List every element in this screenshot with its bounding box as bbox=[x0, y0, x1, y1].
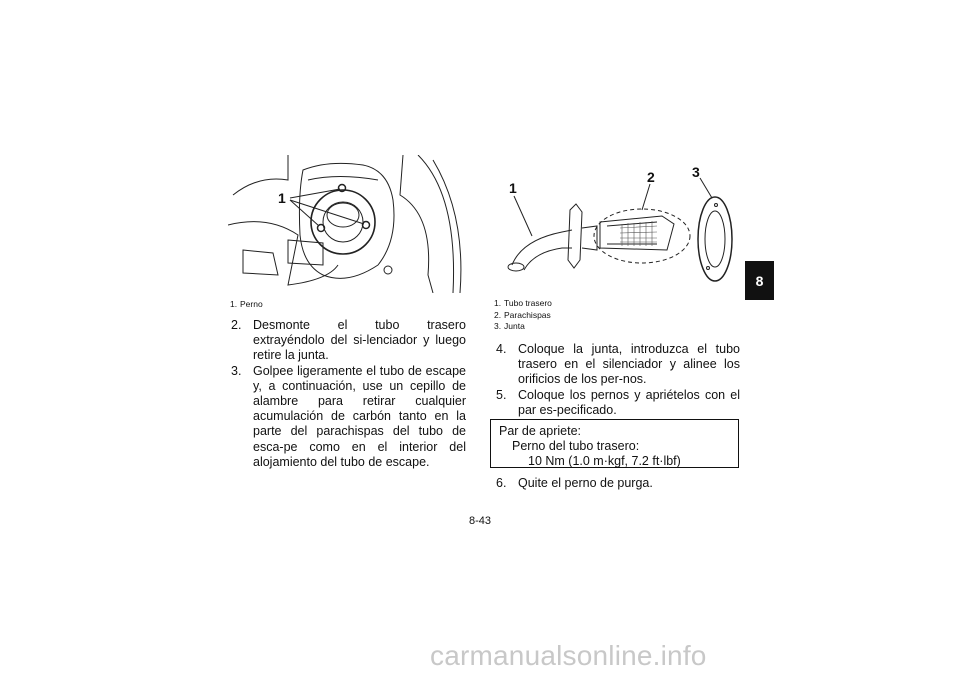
page-number: 8-43 bbox=[468, 515, 492, 527]
caption-text: Junta bbox=[504, 321, 525, 331]
step-text: Desmonte el tubo trasero extrayéndolo del si-lenciador y luego retire la junta. bbox=[253, 318, 466, 363]
caption-item bbox=[494, 298, 552, 310]
callout-3: 3 bbox=[692, 164, 700, 180]
chapter-tab: 8 bbox=[745, 261, 774, 300]
caption-number: 1. bbox=[494, 298, 502, 308]
caption-number: 2. bbox=[494, 309, 502, 320]
step-text: Coloque la junta, introduzca el tubo trasero en el silenciador y alinee los orificios de los per-nos. bbox=[518, 342, 740, 387]
step-number: 6. bbox=[496, 476, 507, 490]
step-number: 5. bbox=[496, 387, 507, 402]
caption-item bbox=[494, 321, 552, 333]
exhaust-muffler-illustration bbox=[228, 155, 466, 293]
figure-left-caption bbox=[230, 299, 263, 311]
step-number: 4. bbox=[496, 342, 507, 356]
caption-text: Perno bbox=[240, 299, 263, 309]
caption-item bbox=[230, 299, 263, 311]
steps-left bbox=[231, 318, 466, 470]
caption-item bbox=[494, 310, 552, 322]
step-text: Coloque los pernos y apriételos con el par es-pecificado. bbox=[518, 387, 740, 417]
step-text: Quite el perno de purga. bbox=[518, 476, 653, 490]
caption-number: 1. bbox=[230, 299, 238, 309]
callout-1: 1 bbox=[509, 180, 517, 196]
torque-spec-box bbox=[490, 419, 739, 468]
steps-right bbox=[496, 342, 740, 418]
caption-text: Tubo trasero bbox=[504, 298, 552, 308]
caption-number: 3. bbox=[494, 321, 502, 331]
step-item bbox=[496, 388, 740, 418]
step-number: 3. bbox=[231, 363, 242, 378]
step-item bbox=[496, 342, 740, 388]
spec-item: Perno del tubo trasero: bbox=[512, 439, 640, 453]
steps-right-after bbox=[496, 476, 740, 491]
step-item bbox=[231, 364, 466, 470]
caption-text: Parachispas bbox=[504, 309, 551, 320]
figure-right-caption bbox=[494, 298, 552, 333]
spec-value: 10 Nm (1.0 m·kgf, 7.2 ft·lbf) bbox=[528, 454, 681, 468]
step-text: Golpee ligeramente el tubo de escape y, a continuación, use un cepillo de alambre para retirar cualquier acumulación de carbón tanto en la parte del parachispas del tubo de esca-pe como en el interior del alojamiento del tubo de escape. bbox=[253, 363, 466, 469]
figure-spark-arrester bbox=[492, 160, 740, 295]
callout-1: 1 bbox=[278, 190, 286, 206]
callout-2: 2 bbox=[647, 169, 655, 185]
step-item bbox=[231, 318, 466, 364]
step-number: 2. bbox=[231, 318, 242, 332]
figure-exhaust-bolts bbox=[228, 155, 466, 293]
spec-title: Par de apriete: bbox=[499, 424, 581, 438]
tailpipe-exploded-illustration bbox=[492, 160, 740, 295]
step-item bbox=[496, 476, 740, 491]
watermark: carmanualsonline.info bbox=[430, 640, 707, 671]
